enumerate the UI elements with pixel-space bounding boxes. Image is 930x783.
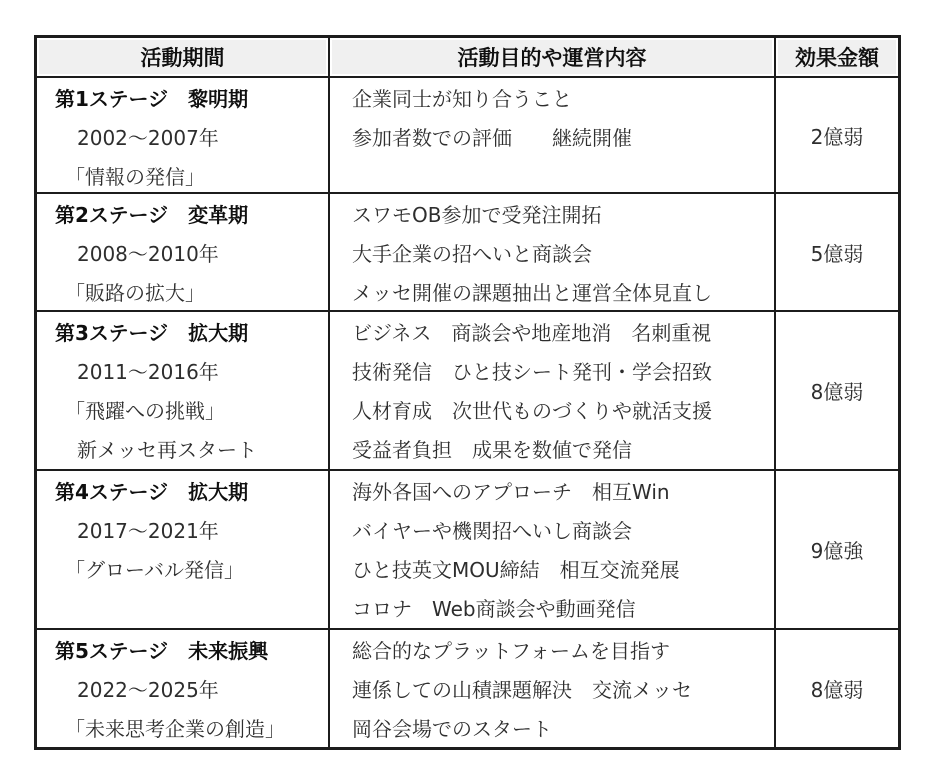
table-row-4-activities	[330, 471, 776, 630]
activity-line: 大手企業の招へいと商談会	[352, 242, 592, 266]
activity-line: 海外各国へのアプローチ 相互Win	[352, 480, 670, 504]
header-effect-amount	[776, 38, 898, 78]
stage-history-table	[34, 35, 901, 750]
table-row-2-period	[37, 194, 330, 312]
header-activity-purpose-label: 活動目的や運営内容	[457, 46, 647, 70]
table-row-5-amount	[776, 630, 898, 747]
activity-line: 総合的なプラットフォームを目指す	[352, 639, 670, 663]
stage-years: 2008〜2010年	[77, 242, 219, 266]
activity-line: 人材育成 次世代ものづくりや就活支援	[352, 399, 712, 423]
activity-line: 参加者数での評価 継続開催	[352, 126, 632, 150]
header-activity-purpose	[330, 38, 776, 78]
header-effect-amount-label: 効果金額	[795, 46, 879, 70]
stage-title: 第3ステージ 拡大期	[55, 321, 249, 345]
table-row-3-activities	[330, 312, 776, 471]
activity-line: 連係しての山積課題解決 交流メッセ	[352, 678, 692, 702]
table-row-2-amount	[776, 194, 898, 312]
stage-extra-note: 新メッセ再スタート	[77, 438, 257, 462]
stage-years: 2002〜2007年	[77, 126, 219, 150]
amount-value: 9億強	[810, 539, 864, 563]
stage-slogan: 「販路の拡大」	[65, 281, 205, 305]
activity-line: 企業同士が知り合うこと	[352, 87, 572, 111]
amount-value: 8億弱	[810, 678, 864, 702]
activity-line: スワモOB参加で受発注開拓	[352, 203, 602, 227]
activity-line: ビジネス 商談会や地産地消 名刺重視	[352, 321, 712, 345]
activity-line: 受益者負担 成果を数値で発信	[352, 438, 632, 462]
activity-line: ひと技英文MOU締結 相互交流発展	[352, 558, 680, 582]
stage-years: 2017〜2021年	[77, 519, 219, 543]
stage-slogan: 「情報の発信」	[65, 165, 205, 189]
table-row-1-activities	[330, 78, 776, 194]
activity-line: 岡谷会場でのスタート	[352, 717, 552, 741]
table-row-5-activities	[330, 630, 776, 747]
stage-title: 第4ステージ 拡大期	[55, 480, 249, 504]
table-row-4-amount	[776, 471, 898, 630]
stage-slogan: 「グローバル発信」	[65, 558, 244, 582]
amount-value: 2億弱	[810, 124, 864, 149]
table-row-3-period	[37, 312, 330, 471]
table-row-4-period	[37, 471, 330, 630]
activity-line: 技術発信 ひと技シート発刊・学会招致	[352, 360, 712, 384]
stage-title: 第2ステージ 変革期	[55, 203, 249, 227]
header-activity-period-label: 活動期間	[140, 46, 225, 70]
activity-line: バイヤーや機関招へいし商談会	[352, 519, 632, 543]
table-row-2-activities	[330, 194, 776, 312]
stage-title: 第1ステージ 黎明期	[55, 87, 249, 111]
stage-title: 第5ステージ 未来振興	[55, 639, 269, 663]
table-row-3-amount	[776, 312, 898, 471]
table-row-1-amount	[776, 78, 898, 194]
amount-value: 8億弱	[810, 380, 864, 404]
stage-years: 2022〜2025年	[77, 678, 219, 702]
amount-value: 5億弱	[810, 241, 864, 266]
stage-slogan: 「飛躍への挑戦」	[65, 399, 225, 423]
stage-slogan: 「未来思考企業の創造」	[65, 717, 285, 741]
table-row-1-period	[37, 78, 330, 194]
header-activity-period	[37, 38, 330, 78]
activity-line: コロナ Web商談会や動画発信	[352, 597, 636, 621]
stage-years: 2011〜2016年	[77, 360, 219, 384]
activity-line: メッセ開催の課題抽出と運営全体見直し	[352, 281, 712, 305]
table-row-5-period	[37, 630, 330, 747]
